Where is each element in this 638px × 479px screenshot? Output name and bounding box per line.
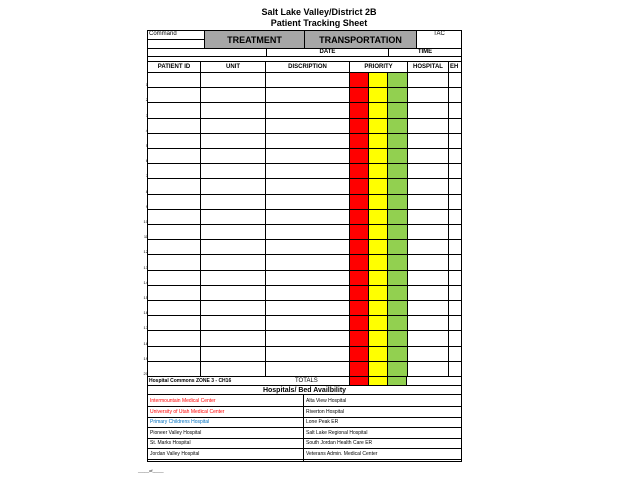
patient-id-cell[interactable] xyxy=(147,194,201,210)
unit-cell[interactable] xyxy=(200,270,266,286)
priority-red-cell[interactable] xyxy=(349,239,369,255)
hospital-cell[interactable] xyxy=(407,209,449,225)
hospital-cell[interactable] xyxy=(407,148,449,164)
eh-cell[interactable] xyxy=(448,239,462,255)
description-cell[interactable] xyxy=(265,102,350,119)
patient-id-cell[interactable] xyxy=(147,330,201,347)
patient-id-cell[interactable] xyxy=(147,270,201,286)
priority-red-cell[interactable] xyxy=(349,330,369,347)
hospital-cell[interactable] xyxy=(407,285,449,301)
eh-cell[interactable] xyxy=(448,254,462,271)
description-cell[interactable] xyxy=(265,346,350,362)
priority-green-cell[interactable] xyxy=(387,315,408,331)
time-field[interactable]: TIME xyxy=(388,48,462,57)
unit-cell[interactable] xyxy=(200,239,266,255)
hospital-entry: Lone Peak ER xyxy=(304,418,461,428)
priority-green-cell[interactable] xyxy=(387,118,408,134)
priority-red-cell[interactable] xyxy=(349,87,369,103)
priority-green-cell[interactable] xyxy=(387,72,408,88)
column-header-4: HOSPITAL xyxy=(407,61,449,73)
eh-cell[interactable] xyxy=(448,270,462,286)
priority-red-cell[interactable] xyxy=(349,163,369,179)
priority-yellow-cell[interactable] xyxy=(368,361,388,377)
eh-cell[interactable] xyxy=(448,209,462,225)
eh-cell[interactable] xyxy=(448,133,462,149)
unit-cell[interactable] xyxy=(200,361,266,377)
priority-yellow-cell[interactable] xyxy=(368,239,388,255)
hospital-cell[interactable] xyxy=(407,300,449,316)
patient-id-cell[interactable] xyxy=(147,315,201,331)
priority-red-cell[interactable] xyxy=(349,346,369,362)
hospital-cell[interactable] xyxy=(407,224,449,240)
description-cell[interactable] xyxy=(265,209,350,225)
description-cell[interactable] xyxy=(265,163,350,179)
row-number: 19 xyxy=(143,356,148,361)
priority-yellow-cell[interactable] xyxy=(368,102,388,119)
description-cell[interactable] xyxy=(265,72,350,88)
column-header-5: EH xyxy=(448,61,462,73)
row-number: 17 xyxy=(143,325,148,330)
priority-green-cell[interactable] xyxy=(387,270,408,286)
hospital-entry: Primary Childrens Hospital xyxy=(148,418,303,428)
priority-yellow-cell[interactable] xyxy=(368,330,388,347)
priority-red-cell[interactable] xyxy=(349,361,369,377)
priority-green-cell[interactable] xyxy=(387,330,408,347)
unit-cell[interactable] xyxy=(200,102,266,119)
row-number: 10 xyxy=(143,219,148,224)
hospital-cell[interactable] xyxy=(407,178,449,195)
unit-cell[interactable] xyxy=(200,178,266,195)
priority-red-cell[interactable] xyxy=(349,224,369,240)
row-number: 8 xyxy=(145,189,148,194)
eh-cell[interactable] xyxy=(448,224,462,240)
row-number: 4 xyxy=(145,128,148,133)
priority-green-cell[interactable] xyxy=(387,346,408,362)
row-number: 7 xyxy=(145,173,148,178)
priority-yellow-cell[interactable] xyxy=(368,315,388,331)
row-number: 3 xyxy=(145,113,148,118)
row-number: 9 xyxy=(145,204,148,209)
patient-id-cell[interactable] xyxy=(147,346,201,362)
hospital-entry: Riverton Hospital xyxy=(304,408,461,418)
priority-yellow-cell[interactable] xyxy=(368,285,388,301)
description-cell[interactable] xyxy=(265,315,350,331)
priority-green-cell[interactable] xyxy=(387,209,408,225)
priority-yellow-cell[interactable] xyxy=(368,300,388,316)
patient-id-cell[interactable] xyxy=(147,361,201,377)
priority-red-cell[interactable] xyxy=(349,209,369,225)
hospital-entry: Salt Lake Regional Hospital xyxy=(304,429,461,439)
priority-green-cell[interactable] xyxy=(387,285,408,301)
row-number: 18 xyxy=(143,341,148,346)
column-header-2: DISCRIPTION xyxy=(265,61,350,73)
patient-id-cell[interactable] xyxy=(147,163,201,179)
eh-cell[interactable] xyxy=(448,285,462,301)
description-cell[interactable] xyxy=(265,361,350,377)
transportation-header: TRANSPORTATION xyxy=(304,30,417,49)
patient-id-cell[interactable] xyxy=(147,72,201,88)
priority-red-cell[interactable] xyxy=(349,270,369,286)
unit-cell[interactable] xyxy=(200,163,266,179)
hospital-entry: St. Marks Hospital xyxy=(148,439,303,449)
priority-green-cell[interactable] xyxy=(387,194,408,210)
column-header-0: PATIENT ID xyxy=(147,61,201,73)
row-number: 12 xyxy=(143,249,148,254)
priority-yellow-cell[interactable] xyxy=(368,178,388,195)
unit-cell[interactable] xyxy=(200,346,266,362)
commons-label: Hospital Commons ZONE 3 - CH16 xyxy=(149,378,232,384)
priority-yellow-cell[interactable] xyxy=(368,118,388,134)
priority-yellow-cell[interactable] xyxy=(368,163,388,179)
unit-cell[interactable] xyxy=(200,315,266,331)
priority-red-cell[interactable] xyxy=(349,194,369,210)
priority-red-cell[interactable] xyxy=(349,118,369,134)
patient-id-cell[interactable] xyxy=(147,118,201,134)
unit-cell[interactable] xyxy=(200,118,266,134)
priority-yellow-cell[interactable] xyxy=(368,133,388,149)
hospital-cell[interactable] xyxy=(407,133,449,149)
priority-green-cell[interactable] xyxy=(387,361,408,377)
eh-cell[interactable] xyxy=(448,87,462,103)
hospital-cell[interactable] xyxy=(407,194,449,210)
description-cell[interactable] xyxy=(265,270,350,286)
patient-id-cell[interactable] xyxy=(147,224,201,240)
eh-cell[interactable] xyxy=(448,194,462,210)
eh-cell[interactable] xyxy=(448,102,462,119)
sheet-title: Salt Lake Valley/District 2B xyxy=(261,7,377,17)
eh-cell[interactable] xyxy=(448,148,462,164)
priority-yellow-cell[interactable] xyxy=(368,194,388,210)
priority-red-cell[interactable] xyxy=(349,148,369,164)
hospital-entry: South Jordan Health Care ER xyxy=(304,439,461,449)
priority-red-cell[interactable] xyxy=(349,133,369,149)
patient-id-cell[interactable] xyxy=(147,209,201,225)
priority-yellow-cell[interactable] xyxy=(368,209,388,225)
priority-red-cell[interactable] xyxy=(349,285,369,301)
description-cell[interactable] xyxy=(265,118,350,134)
priority-green-cell[interactable] xyxy=(387,148,408,164)
treatment-header: TREATMENT xyxy=(204,30,305,49)
eh-cell[interactable] xyxy=(448,118,462,134)
priority-green-cell[interactable] xyxy=(387,178,408,195)
patient-id-cell[interactable] xyxy=(147,87,201,103)
hospital-entry: Pioneer Valley Hospital xyxy=(148,429,303,439)
patient-id-cell[interactable] xyxy=(147,239,201,255)
row-number: 14 xyxy=(143,280,148,285)
row-number: 15 xyxy=(143,295,148,300)
priority-green-cell[interactable] xyxy=(387,224,408,240)
priority-green-cell[interactable] xyxy=(387,300,408,316)
hospital-cell[interactable] xyxy=(407,346,449,362)
column-header-1: UNIT xyxy=(200,61,266,73)
unit-cell[interactable] xyxy=(200,194,266,210)
priority-green-cell[interactable] xyxy=(387,239,408,255)
priority-yellow-cell[interactable] xyxy=(368,148,388,164)
priority-red-cell[interactable] xyxy=(349,102,369,119)
description-cell[interactable] xyxy=(265,133,350,149)
priority-red-cell[interactable] xyxy=(349,315,369,331)
hospital-cell[interactable] xyxy=(407,330,449,347)
hospital-cell[interactable] xyxy=(407,72,449,88)
priority-yellow-cell[interactable] xyxy=(368,72,388,88)
patient-id-cell[interactable] xyxy=(147,178,201,195)
eh-cell[interactable] xyxy=(448,315,462,331)
unit-cell[interactable] xyxy=(200,254,266,271)
hospital-entry: University of Utah Medical Center xyxy=(148,408,303,418)
priority-yellow-cell[interactable] xyxy=(368,346,388,362)
row-number: 13 xyxy=(143,265,148,270)
description-cell[interactable] xyxy=(265,285,350,301)
patient-id-cell[interactable] xyxy=(147,300,201,316)
page-counter[interactable]: _____of_____ xyxy=(138,468,164,473)
description-cell[interactable] xyxy=(265,300,350,316)
command-field[interactable]: Command xyxy=(147,30,205,40)
priority-green-cell[interactable] xyxy=(387,87,408,103)
patient-id-cell[interactable] xyxy=(147,102,201,119)
priority-green-cell[interactable] xyxy=(387,254,408,271)
priority-red-cell[interactable] xyxy=(349,178,369,195)
hospital-cell[interactable] xyxy=(407,361,449,377)
description-cell[interactable] xyxy=(265,254,350,271)
row-number: 5 xyxy=(145,143,148,148)
description-cell[interactable] xyxy=(265,224,350,240)
row-number: 2 xyxy=(145,97,148,102)
hospital-cell[interactable] xyxy=(407,239,449,255)
priority-green-cell[interactable] xyxy=(387,102,408,119)
unit-cell[interactable] xyxy=(200,87,266,103)
unit-cell[interactable] xyxy=(200,148,266,164)
hospital-cell[interactable] xyxy=(407,163,449,179)
priority-yellow-cell[interactable] xyxy=(368,270,388,286)
unit-cell[interactable] xyxy=(200,133,266,149)
priority-green-cell[interactable] xyxy=(387,133,408,149)
priority-red-cell[interactable] xyxy=(349,72,369,88)
description-cell[interactable] xyxy=(265,87,350,103)
priority-yellow-cell[interactable] xyxy=(368,87,388,103)
hospital-cell[interactable] xyxy=(407,102,449,119)
patient-id-cell[interactable] xyxy=(147,133,201,149)
eh-cell[interactable] xyxy=(448,330,462,347)
priority-yellow-cell[interactable] xyxy=(368,254,388,271)
hospital-entry: Veterans Admin. Medical Center xyxy=(304,450,461,460)
hospital-cell[interactable] xyxy=(407,118,449,134)
row-number: 6 xyxy=(145,158,148,163)
description-cell[interactable] xyxy=(265,148,350,164)
patient-id-cell[interactable] xyxy=(147,285,201,301)
unit-cell[interactable] xyxy=(200,285,266,301)
hospital-cell[interactable] xyxy=(407,270,449,286)
sheet-subtitle: Patient Tracking Sheet xyxy=(270,18,368,28)
description-cell[interactable] xyxy=(265,178,350,195)
unit-cell[interactable] xyxy=(200,330,266,347)
row-number: 20 xyxy=(143,371,148,376)
eh-cell[interactable] xyxy=(448,178,462,195)
hospital-entry: Jordan Valley Hospital xyxy=(148,450,303,460)
patient-id-cell[interactable] xyxy=(147,148,201,164)
eh-cell[interactable] xyxy=(448,300,462,316)
unit-cell[interactable] xyxy=(200,300,266,316)
row-number: 11 xyxy=(143,234,148,239)
patient-id-cell[interactable] xyxy=(147,254,201,271)
description-cell[interactable] xyxy=(265,330,350,347)
priority-red-cell[interactable] xyxy=(349,300,369,316)
priority-yellow-cell[interactable] xyxy=(368,224,388,240)
unit-cell[interactable] xyxy=(200,209,266,225)
description-cell[interactable] xyxy=(265,239,350,255)
eh-cell[interactable] xyxy=(448,163,462,179)
hospital-cell[interactable] xyxy=(407,254,449,271)
tac-field[interactable]: TAC xyxy=(416,30,462,49)
priority-red-cell[interactable] xyxy=(349,254,369,271)
description-cell[interactable] xyxy=(265,194,350,210)
row-number: 1 xyxy=(145,82,148,87)
totals-label: TOTALS xyxy=(295,378,318,384)
eh-cell[interactable] xyxy=(448,361,462,377)
unit-cell[interactable] xyxy=(200,224,266,240)
hospital-entry: Alta View Hospital xyxy=(304,397,461,407)
date-field[interactable]: DATE xyxy=(266,48,389,57)
column-header-3: PRIORITY xyxy=(349,61,408,73)
priority-green-cell[interactable] xyxy=(387,163,408,179)
row-number: 16 xyxy=(143,310,148,315)
eh-cell[interactable] xyxy=(448,346,462,362)
hospital-cell[interactable] xyxy=(407,87,449,103)
hospital-entry: Intermountain Medical Center xyxy=(148,397,303,407)
hospitals-title: Hospitals/ Bed Availbility xyxy=(147,385,462,395)
unit-cell[interactable] xyxy=(200,72,266,88)
hospital-cell[interactable] xyxy=(407,315,449,331)
eh-cell[interactable] xyxy=(448,72,462,88)
